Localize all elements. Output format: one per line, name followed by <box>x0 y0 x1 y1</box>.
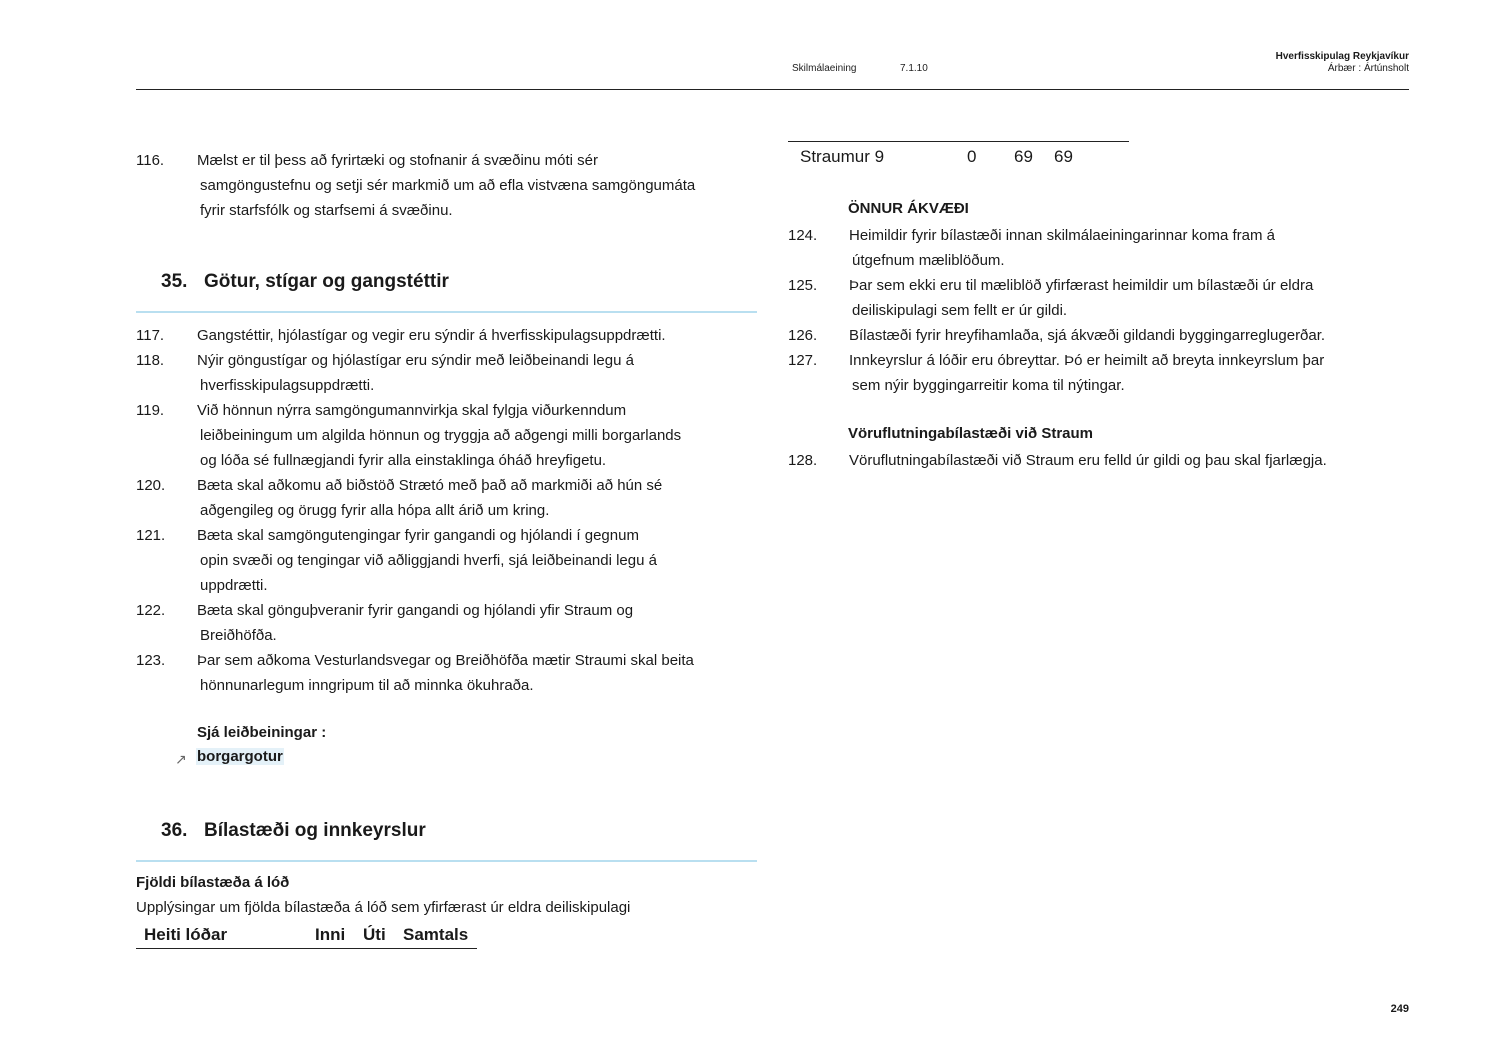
table-header-rule <box>136 948 477 949</box>
item-line: Vöruflutningabílastæði við Straum eru felld úr gildi og þau skal fjarlægja. <box>849 452 1327 469</box>
item-line: hverfisskipulagsuppdrætti. <box>200 377 375 394</box>
header-rule <box>136 89 1409 90</box>
item-line: Bæta skal samgöngutengingar fyrir gangandi og hjólandi í gegnum <box>197 527 639 544</box>
item-line: fyrir starfsfólk og starfsemi á svæðinu. <box>200 202 453 219</box>
section-36-rule <box>136 860 757 862</box>
section-35-rule <box>136 311 757 313</box>
item-line: Nýir göngustígar og hjólastígar eru sýndir með leiðbeinandi legu á <box>197 352 634 369</box>
item-line: sem nýir byggingarreitir koma til nýtingar. <box>852 377 1125 394</box>
table-header-name: Heiti lóðar <box>144 925 228 944</box>
item-number: 123. <box>136 652 166 669</box>
section-number: 36. <box>161 820 188 841</box>
item-number: 120. <box>136 477 166 494</box>
document-subtitle: Árbær : Ártúnsholt <box>1327 63 1409 74</box>
section-code: 7.1.10 <box>900 63 928 74</box>
item-number: 116. <box>136 152 165 169</box>
section-36-heading <box>161 820 426 842</box>
item-number: 122. <box>136 602 166 619</box>
item-line: Mælst er til þess að fyrirtæki og stofnanir á svæðinu móti sér <box>197 152 598 169</box>
page-number: 249 <box>1390 1003 1409 1015</box>
item-line: aðgengileg og örugg fyrir alla hópa allt árið um kring. <box>200 502 550 519</box>
item-line: Bæta skal gönguþveranir fyrir gangandi og hjólandi yfir Straum og <box>197 602 634 619</box>
section-number: 35. <box>161 271 188 292</box>
item-line: uppdrætti. <box>200 577 268 594</box>
item-line: Innkeyrslur á lóðir eru óbreyttar. Þó er heimilt að breyta innkeyrslum þar <box>849 352 1325 369</box>
item-line: Bæta skal aðkomu að biðstöð Strætó með það að markmiði að hún sé <box>197 477 663 494</box>
other-provisions-heading: ÖNNUR ÁKVÆÐI <box>848 200 969 217</box>
item-line: samgöngustefnu og setji sér markmið um að efla vistvæna samgöngumáta <box>200 177 696 194</box>
section-title: Bílastæði og innkeyrslur <box>204 820 426 841</box>
table-cell-outside: 69 <box>1014 147 1033 166</box>
item-number: 119. <box>136 402 165 419</box>
item-number: 128. <box>788 452 818 469</box>
item-line: opin svæði og tengingar við aðliggjandi hverfi, sjá leiðbeinandi legu á <box>200 552 657 569</box>
item-line: deiliskipulagi sem fellt er úr gildi. <box>852 302 1068 319</box>
item-number: 127. <box>788 352 818 369</box>
item-line: hönnunarlegum inngripum til að minnka ökuhraða. <box>200 677 534 694</box>
guidance-label: Sjá leiðbeiningar : <box>197 724 327 741</box>
item-number: 117. <box>136 327 165 344</box>
external-link-icon: ↗ <box>175 751 187 767</box>
item-line: Bílastæði fyrir hreyfihamlaða, sjá ákvæði gildandi byggingarreglugerðar. <box>849 327 1326 344</box>
item-number: 126. <box>788 327 818 344</box>
item-line: Heimildir fyrir bílastæði innan skilmálaeiningarinnar koma fram á <box>849 227 1275 244</box>
item-line: Þar sem aðkoma Vesturlandsvegar og Breiðhöfða mætir Straumi skal beita <box>197 652 694 669</box>
item-line: Við hönnun nýrra samgöngumannvirkja skal fylgja viðurkenndum <box>197 402 627 419</box>
item-line: og lóða sé fullnægjandi fyrir alla einstaklinga óháð hreyfigetu. <box>200 452 607 469</box>
item-line: Gangstéttir, hjólastígar og vegir eru sýndir á hverfisskipulagsuppdrætti. <box>197 327 666 344</box>
item-number: 125. <box>788 277 818 294</box>
table-cell-inside: 0 <box>967 147 977 166</box>
section-35-heading <box>161 271 449 293</box>
table-header-total: Samtals <box>403 925 469 944</box>
item-line: leiðbeiningum um algilda hönnun og tryggja að aðgengi milli borgarlands <box>200 427 682 444</box>
document-title: Hverfisskipulag Reykjavíkur <box>1275 51 1409 62</box>
item-number: 121. <box>136 527 166 544</box>
table-header-outside: Úti <box>363 925 386 944</box>
parking-description: Upplýsingar um fjölda bílastæða á lóð sem yfirfærast úr eldra deiliskipulagi <box>136 899 631 916</box>
parking-heading: Fjöldi bílastæða á lóð <box>136 874 290 891</box>
freight-parking-heading: Vöruflutningabílastæði við Straum <box>848 425 1094 442</box>
section-title: Götur, stígar og gangstéttir <box>204 271 449 292</box>
item-number: 118. <box>136 352 165 369</box>
item-line: útgefnum mæliblöðum. <box>852 252 1005 269</box>
item-number: 124. <box>788 227 818 244</box>
section-label: Skilmálaeining <box>792 63 857 74</box>
item-line: Þar sem ekki eru til mæliblöð yfirfærast heimildir um bílastæði úr eldra <box>849 277 1314 294</box>
guidance-link[interactable]: borgargotur <box>197 748 283 765</box>
table-top-rule <box>788 141 1129 142</box>
table-cell-name: Straumur 9 <box>800 147 885 166</box>
table-header-inside: Inni <box>315 925 346 944</box>
item-line: Breiðhöfða. <box>200 627 277 644</box>
table-cell-total: 69 <box>1054 147 1073 166</box>
